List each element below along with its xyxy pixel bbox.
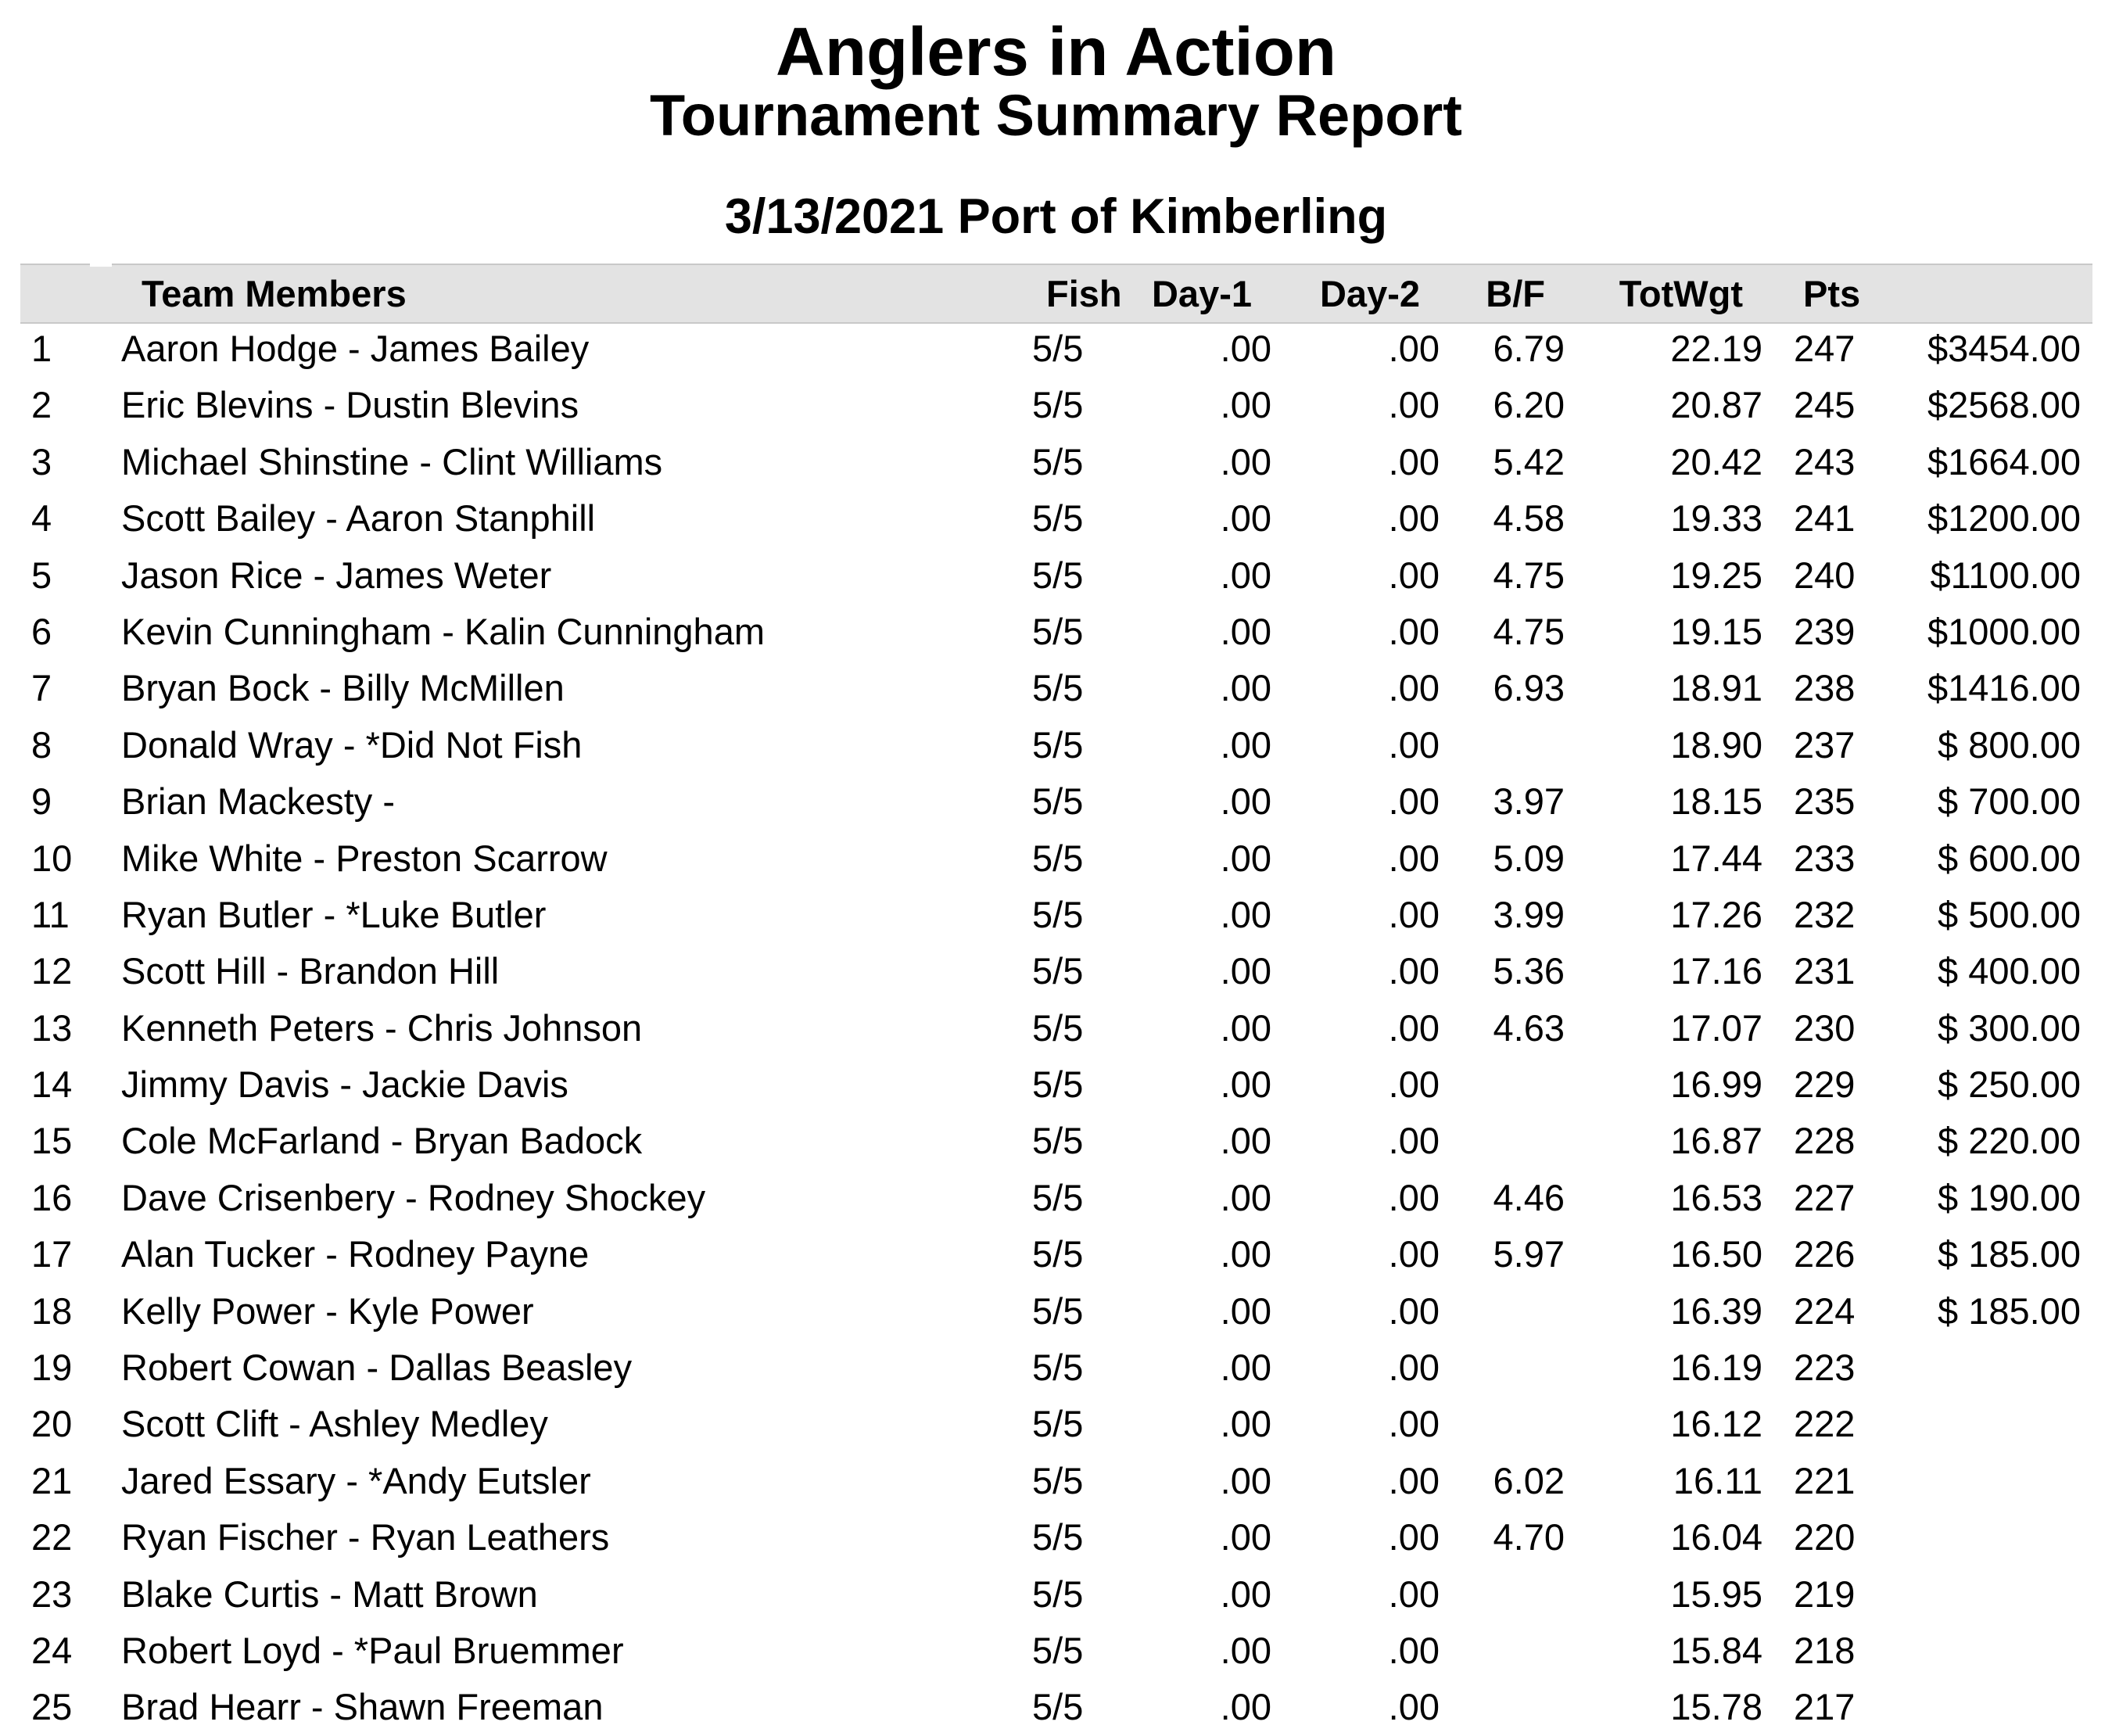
- event-title: 3/13/2021 Port of Kimberling: [724, 189, 1388, 244]
- prize-cell: $1416.00: [1927, 667, 2081, 709]
- table-row: [0, 830, 2112, 887]
- points-cell: 235: [1794, 780, 1856, 823]
- prize-cell: $ 500.00: [1938, 893, 2081, 935]
- rank-cell: 12: [31, 950, 73, 992]
- total-weight-cell: 20.42: [1670, 440, 1762, 482]
- big-fish-cell: 5.36: [1493, 950, 1565, 992]
- day-1-cell: .00: [1220, 328, 1271, 369]
- rank-cell: 19: [31, 1347, 73, 1389]
- team-members-cell: Donald Wray - *Did Not Fish: [121, 723, 583, 766]
- table-row: [0, 1623, 2112, 1679]
- big-fish-cell: 6.02: [1493, 1459, 1565, 1501]
- rank-cell: 16: [31, 1176, 73, 1218]
- day-2-cell: .00: [1388, 1459, 1440, 1501]
- day-2-cell: .00: [1388, 440, 1440, 482]
- table-row: [0, 321, 2112, 377]
- points-cell: 231: [1794, 950, 1856, 992]
- team-members-cell: Ryan Butler - *Luke Butler: [121, 893, 547, 935]
- points-cell: 233: [1794, 837, 1856, 879]
- prize-cell: $ 185.00: [1938, 1289, 2081, 1332]
- team-members-cell: Dave Crisenbery - Rodney Shockey: [121, 1176, 706, 1218]
- day-1-cell: .00: [1220, 1006, 1271, 1049]
- prize-cell: $ 800.00: [1938, 723, 2081, 766]
- day-2-cell: .00: [1388, 384, 1440, 426]
- points-cell: 229: [1794, 1063, 1856, 1106]
- day-2-cell: .00: [1388, 610, 1440, 652]
- team-members-cell: Blake Curtis - Matt Brown: [121, 1573, 538, 1615]
- points-cell: 230: [1794, 1006, 1856, 1049]
- total-weight-cell: 18.90: [1670, 723, 1762, 766]
- day-1-cell: .00: [1220, 554, 1271, 596]
- day-1-cell: .00: [1220, 1629, 1271, 1671]
- fish-cell: 5/5: [1032, 1573, 1084, 1615]
- total-weight-cell: 20.87: [1670, 384, 1762, 426]
- team-members-cell: Cole McFarland - Bryan Badock: [121, 1120, 643, 1162]
- header-team-members: Team Members: [142, 273, 407, 314]
- points-cell: 221: [1794, 1459, 1856, 1501]
- table-row: [0, 1453, 2112, 1509]
- day-2-cell: .00: [1388, 1573, 1440, 1615]
- table-row: [0, 1509, 2112, 1566]
- rank-cell: 9: [31, 780, 52, 823]
- team-members-cell: Jason Rice - James Weter: [121, 554, 552, 596]
- big-fish-cell: 5.09: [1493, 837, 1565, 879]
- rank-cell: 4: [31, 497, 52, 540]
- day-2-cell: .00: [1388, 1063, 1440, 1106]
- team-members-cell: Ryan Fischer - Ryan Leathers: [121, 1516, 610, 1558]
- day-1-cell: .00: [1220, 1233, 1271, 1275]
- fish-cell: 5/5: [1032, 384, 1084, 426]
- day-2-cell: .00: [1388, 723, 1440, 766]
- fish-cell: 5/5: [1032, 667, 1084, 709]
- total-weight-cell: 16.53: [1670, 1176, 1762, 1218]
- day-1-cell: .00: [1220, 1176, 1271, 1218]
- prize-cell: $1100.00: [1930, 554, 2081, 596]
- team-members-cell: Brad Hearr - Shawn Freeman: [121, 1686, 604, 1728]
- day-2-cell: .00: [1388, 1176, 1440, 1218]
- points-cell: 222: [1794, 1403, 1856, 1445]
- prize-cell: $2568.00: [1927, 384, 2081, 426]
- rank-cell: 25: [31, 1686, 73, 1728]
- big-fish-cell: 6.79: [1493, 328, 1565, 369]
- big-fish-cell: 4.75: [1493, 610, 1565, 652]
- day-1-cell: .00: [1220, 837, 1271, 879]
- rank-cell: 21: [31, 1459, 73, 1501]
- prize-cell: $ 185.00: [1938, 1233, 2081, 1275]
- prize-cell: $ 700.00: [1938, 780, 2081, 823]
- points-cell: 240: [1794, 554, 1856, 596]
- rank-cell: 22: [31, 1516, 73, 1558]
- table-row: [0, 717, 2112, 773]
- total-weight-cell: 16.12: [1670, 1403, 1762, 1445]
- header-divider: [90, 264, 112, 267]
- day-1-cell: .00: [1220, 893, 1271, 935]
- header-day-2: Day-2: [1319, 273, 1420, 314]
- rank-cell: 2: [31, 384, 52, 426]
- points-cell: 243: [1794, 440, 1856, 482]
- total-weight-cell: 17.26: [1670, 893, 1762, 935]
- points-cell: 245: [1794, 384, 1856, 426]
- rank-cell: 17: [31, 1233, 73, 1275]
- table-row: [0, 660, 2112, 716]
- total-weight-cell: 15.95: [1670, 1573, 1762, 1615]
- total-weight-cell: 18.91: [1670, 667, 1762, 709]
- total-weight-cell: 16.04: [1670, 1516, 1762, 1558]
- table-row: [0, 490, 2112, 547]
- points-cell: 241: [1794, 497, 1856, 540]
- table-row: [0, 1170, 2112, 1226]
- team-members-cell: Jared Essary - *Andy Eutsler: [121, 1459, 591, 1501]
- points-cell: 217: [1794, 1686, 1856, 1728]
- day-2-cell: .00: [1388, 1629, 1440, 1671]
- fish-cell: 5/5: [1032, 1686, 1084, 1728]
- fish-cell: 5/5: [1032, 1403, 1084, 1445]
- rank-cell: 5: [31, 554, 52, 596]
- rank-cell: 8: [31, 723, 52, 766]
- fish-cell: 5/5: [1032, 837, 1084, 879]
- points-cell: 227: [1794, 1176, 1856, 1218]
- big-fish-cell: 3.99: [1493, 893, 1565, 935]
- day-2-cell: .00: [1388, 1347, 1440, 1389]
- rank-cell: 6: [31, 610, 52, 652]
- day-1-cell: .00: [1220, 384, 1271, 426]
- big-fish-cell: 4.58: [1493, 497, 1565, 540]
- results-table: [0, 321, 2112, 1736]
- table-row: [0, 773, 2112, 830]
- table-row: [0, 434, 2112, 490]
- points-cell: 238: [1794, 667, 1856, 709]
- team-members-cell: Eric Blevins - Dustin Blevins: [121, 384, 579, 426]
- fish-cell: 5/5: [1032, 1006, 1084, 1049]
- total-weight-cell: 16.39: [1670, 1289, 1762, 1332]
- day-1-cell: .00: [1220, 723, 1271, 766]
- team-members-cell: Robert Cowan - Dallas Beasley: [121, 1347, 633, 1389]
- day-2-cell: .00: [1388, 1686, 1440, 1728]
- day-2-cell: .00: [1388, 554, 1440, 596]
- big-fish-cell: 6.93: [1493, 667, 1565, 709]
- rank-cell: 13: [31, 1006, 73, 1049]
- total-weight-cell: 16.99: [1670, 1063, 1762, 1106]
- report-title: Tournament Summary Report: [650, 83, 1462, 148]
- table-row: [0, 887, 2112, 943]
- team-members-cell: Mike White - Preston Scarrow: [121, 837, 608, 879]
- big-fish-cell: 4.46: [1493, 1176, 1565, 1218]
- day-1-cell: .00: [1220, 1516, 1271, 1558]
- header-day-1: Day-1: [1151, 273, 1252, 314]
- day-2-cell: .00: [1388, 1120, 1440, 1162]
- prize-cell: $ 190.00: [1938, 1176, 2081, 1218]
- team-members-cell: Alan Tucker - Rodney Payne: [121, 1233, 590, 1275]
- day-2-cell: .00: [1388, 1233, 1440, 1275]
- day-2-cell: .00: [1388, 837, 1440, 879]
- big-fish-cell: 4.70: [1493, 1516, 1565, 1558]
- fish-cell: 5/5: [1032, 1516, 1084, 1558]
- points-cell: 219: [1794, 1573, 1856, 1615]
- table-row: [0, 1340, 2112, 1396]
- table-header: [20, 264, 2092, 324]
- total-weight-cell: 16.87: [1670, 1120, 1762, 1162]
- day-1-cell: .00: [1220, 610, 1271, 652]
- org-title: Anglers in Action: [776, 14, 1336, 90]
- rank-cell: 14: [31, 1063, 73, 1106]
- team-members-cell: Jimmy Davis - Jackie Davis: [121, 1063, 568, 1106]
- table-row: [0, 943, 2112, 999]
- day-2-cell: .00: [1388, 497, 1440, 540]
- total-weight-cell: 15.78: [1670, 1686, 1762, 1728]
- prize-cell: $ 400.00: [1938, 950, 2081, 992]
- fish-cell: 5/5: [1032, 1459, 1084, 1501]
- rank-cell: 15: [31, 1120, 73, 1162]
- team-members-cell: Michael Shinstine - Clint Williams: [121, 440, 663, 482]
- prize-cell: $ 250.00: [1938, 1063, 2081, 1106]
- team-members-cell: Aaron Hodge - James Bailey: [121, 328, 590, 369]
- table-row: [0, 1113, 2112, 1169]
- prize-cell: $1664.00: [1927, 440, 2081, 482]
- prize-cell: $1200.00: [1927, 497, 2081, 540]
- total-weight-cell: 22.19: [1670, 328, 1762, 369]
- big-fish-cell: 4.63: [1493, 1006, 1565, 1049]
- day-2-cell: .00: [1388, 1289, 1440, 1332]
- fish-cell: 5/5: [1032, 1176, 1084, 1218]
- fish-cell: 5/5: [1032, 1233, 1084, 1275]
- points-cell: 237: [1794, 723, 1856, 766]
- team-members-cell: Robert Loyd - *Paul Bruemmer: [121, 1629, 624, 1671]
- total-weight-cell: 19.15: [1670, 610, 1762, 652]
- header-total-weight: TotWgt: [1619, 273, 1743, 314]
- table-row: [0, 377, 2112, 433]
- fish-cell: 5/5: [1032, 1063, 1084, 1106]
- prize-cell: $ 300.00: [1938, 1006, 2081, 1049]
- total-weight-cell: 17.16: [1670, 950, 1762, 992]
- day-1-cell: .00: [1220, 1403, 1271, 1445]
- team-members-cell: Kelly Power - Kyle Power: [121, 1289, 534, 1332]
- day-1-cell: .00: [1220, 1063, 1271, 1106]
- rank-cell: 24: [31, 1629, 73, 1671]
- rank-cell: 1: [31, 328, 52, 369]
- day-1-cell: .00: [1220, 497, 1271, 540]
- table-row: [0, 547, 2112, 604]
- day-1-cell: .00: [1220, 667, 1271, 709]
- points-cell: 220: [1794, 1516, 1856, 1558]
- points-cell: 226: [1794, 1233, 1856, 1275]
- fish-cell: 5/5: [1032, 780, 1084, 823]
- day-2-cell: .00: [1388, 950, 1440, 992]
- day-2-cell: .00: [1388, 667, 1440, 709]
- day-1-cell: .00: [1220, 1686, 1271, 1728]
- team-members-cell: Brian Mackesty -: [121, 780, 395, 823]
- table-row: [0, 1056, 2112, 1113]
- team-members-cell: Kevin Cunningham - Kalin Cunningham: [121, 610, 765, 652]
- day-1-cell: .00: [1220, 780, 1271, 823]
- points-cell: 223: [1794, 1347, 1856, 1389]
- fish-cell: 5/5: [1032, 723, 1084, 766]
- total-weight-cell: 16.11: [1673, 1459, 1762, 1501]
- table-row: [0, 1000, 2112, 1056]
- fish-cell: 5/5: [1032, 440, 1084, 482]
- big-fish-cell: 3.97: [1493, 780, 1565, 823]
- points-cell: 224: [1794, 1289, 1856, 1332]
- big-fish-cell: 5.42: [1493, 440, 1565, 482]
- big-fish-cell: 5.97: [1493, 1233, 1565, 1275]
- rank-cell: 3: [31, 440, 52, 482]
- fish-cell: 5/5: [1032, 1289, 1084, 1332]
- table-row: [0, 1226, 2112, 1282]
- total-weight-cell: 16.50: [1670, 1233, 1762, 1275]
- fish-cell: 5/5: [1032, 1120, 1084, 1162]
- day-1-cell: .00: [1220, 950, 1271, 992]
- fish-cell: 5/5: [1032, 497, 1084, 540]
- team-members-cell: Scott Bailey - Aaron Stanphill: [121, 497, 596, 540]
- points-cell: 239: [1794, 610, 1856, 652]
- points-cell: 228: [1794, 1120, 1856, 1162]
- day-1-cell: .00: [1220, 440, 1271, 482]
- fish-cell: 5/5: [1032, 328, 1084, 369]
- fish-cell: 5/5: [1032, 893, 1084, 935]
- total-weight-cell: 15.84: [1670, 1629, 1762, 1671]
- table-row: [0, 1566, 2112, 1623]
- rank-cell: 10: [31, 837, 73, 879]
- team-members-cell: Scott Hill - Brandon Hill: [121, 950, 500, 992]
- fish-cell: 5/5: [1032, 554, 1084, 596]
- fish-cell: 5/5: [1032, 610, 1084, 652]
- total-weight-cell: 19.33: [1670, 497, 1762, 540]
- table-row: [0, 604, 2112, 660]
- big-fish-cell: 4.75: [1493, 554, 1565, 596]
- table-row: [0, 1679, 2112, 1735]
- big-fish-cell: 6.20: [1493, 384, 1565, 426]
- day-2-cell: .00: [1388, 893, 1440, 935]
- day-1-cell: .00: [1220, 1120, 1271, 1162]
- day-2-cell: .00: [1388, 1006, 1440, 1049]
- prize-cell: $3454.00: [1927, 328, 2081, 369]
- day-1-cell: .00: [1220, 1347, 1271, 1389]
- header-points: Pts: [1803, 273, 1861, 314]
- header-big-fish: B/F: [1486, 273, 1545, 314]
- day-2-cell: .00: [1388, 1403, 1440, 1445]
- fish-cell: 5/5: [1032, 1629, 1084, 1671]
- rank-cell: 11: [31, 893, 70, 935]
- team-members-cell: Bryan Bock - Billy McMillen: [121, 667, 565, 709]
- total-weight-cell: 17.44: [1670, 837, 1762, 879]
- day-2-cell: .00: [1388, 328, 1440, 369]
- team-members-cell: Scott Clift - Ashley Medley: [121, 1403, 548, 1445]
- header-fish: Fish: [1046, 273, 1122, 314]
- total-weight-cell: 17.07: [1670, 1006, 1762, 1049]
- day-2-cell: .00: [1388, 780, 1440, 823]
- table-row: [0, 1396, 2112, 1452]
- fish-cell: 5/5: [1032, 1347, 1084, 1389]
- day-1-cell: .00: [1220, 1573, 1271, 1615]
- points-cell: 218: [1794, 1629, 1856, 1671]
- total-weight-cell: 16.19: [1670, 1347, 1762, 1389]
- prize-cell: $ 600.00: [1938, 837, 2081, 879]
- rank-cell: 18: [31, 1289, 73, 1332]
- table-row: [0, 1283, 2112, 1340]
- day-2-cell: .00: [1388, 1516, 1440, 1558]
- prize-cell: $ 220.00: [1938, 1120, 2081, 1162]
- points-cell: 232: [1794, 893, 1856, 935]
- total-weight-cell: 18.15: [1670, 780, 1762, 823]
- rank-cell: 7: [31, 667, 52, 709]
- day-1-cell: .00: [1220, 1459, 1271, 1501]
- rank-cell: 23: [31, 1573, 73, 1615]
- day-1-cell: .00: [1220, 1289, 1271, 1332]
- team-members-cell: Kenneth Peters - Chris Johnson: [121, 1006, 643, 1049]
- points-cell: 247: [1794, 328, 1856, 369]
- rank-cell: 20: [31, 1403, 73, 1445]
- prize-cell: $1000.00: [1927, 610, 2081, 652]
- fish-cell: 5/5: [1032, 950, 1084, 992]
- total-weight-cell: 19.25: [1670, 554, 1762, 596]
